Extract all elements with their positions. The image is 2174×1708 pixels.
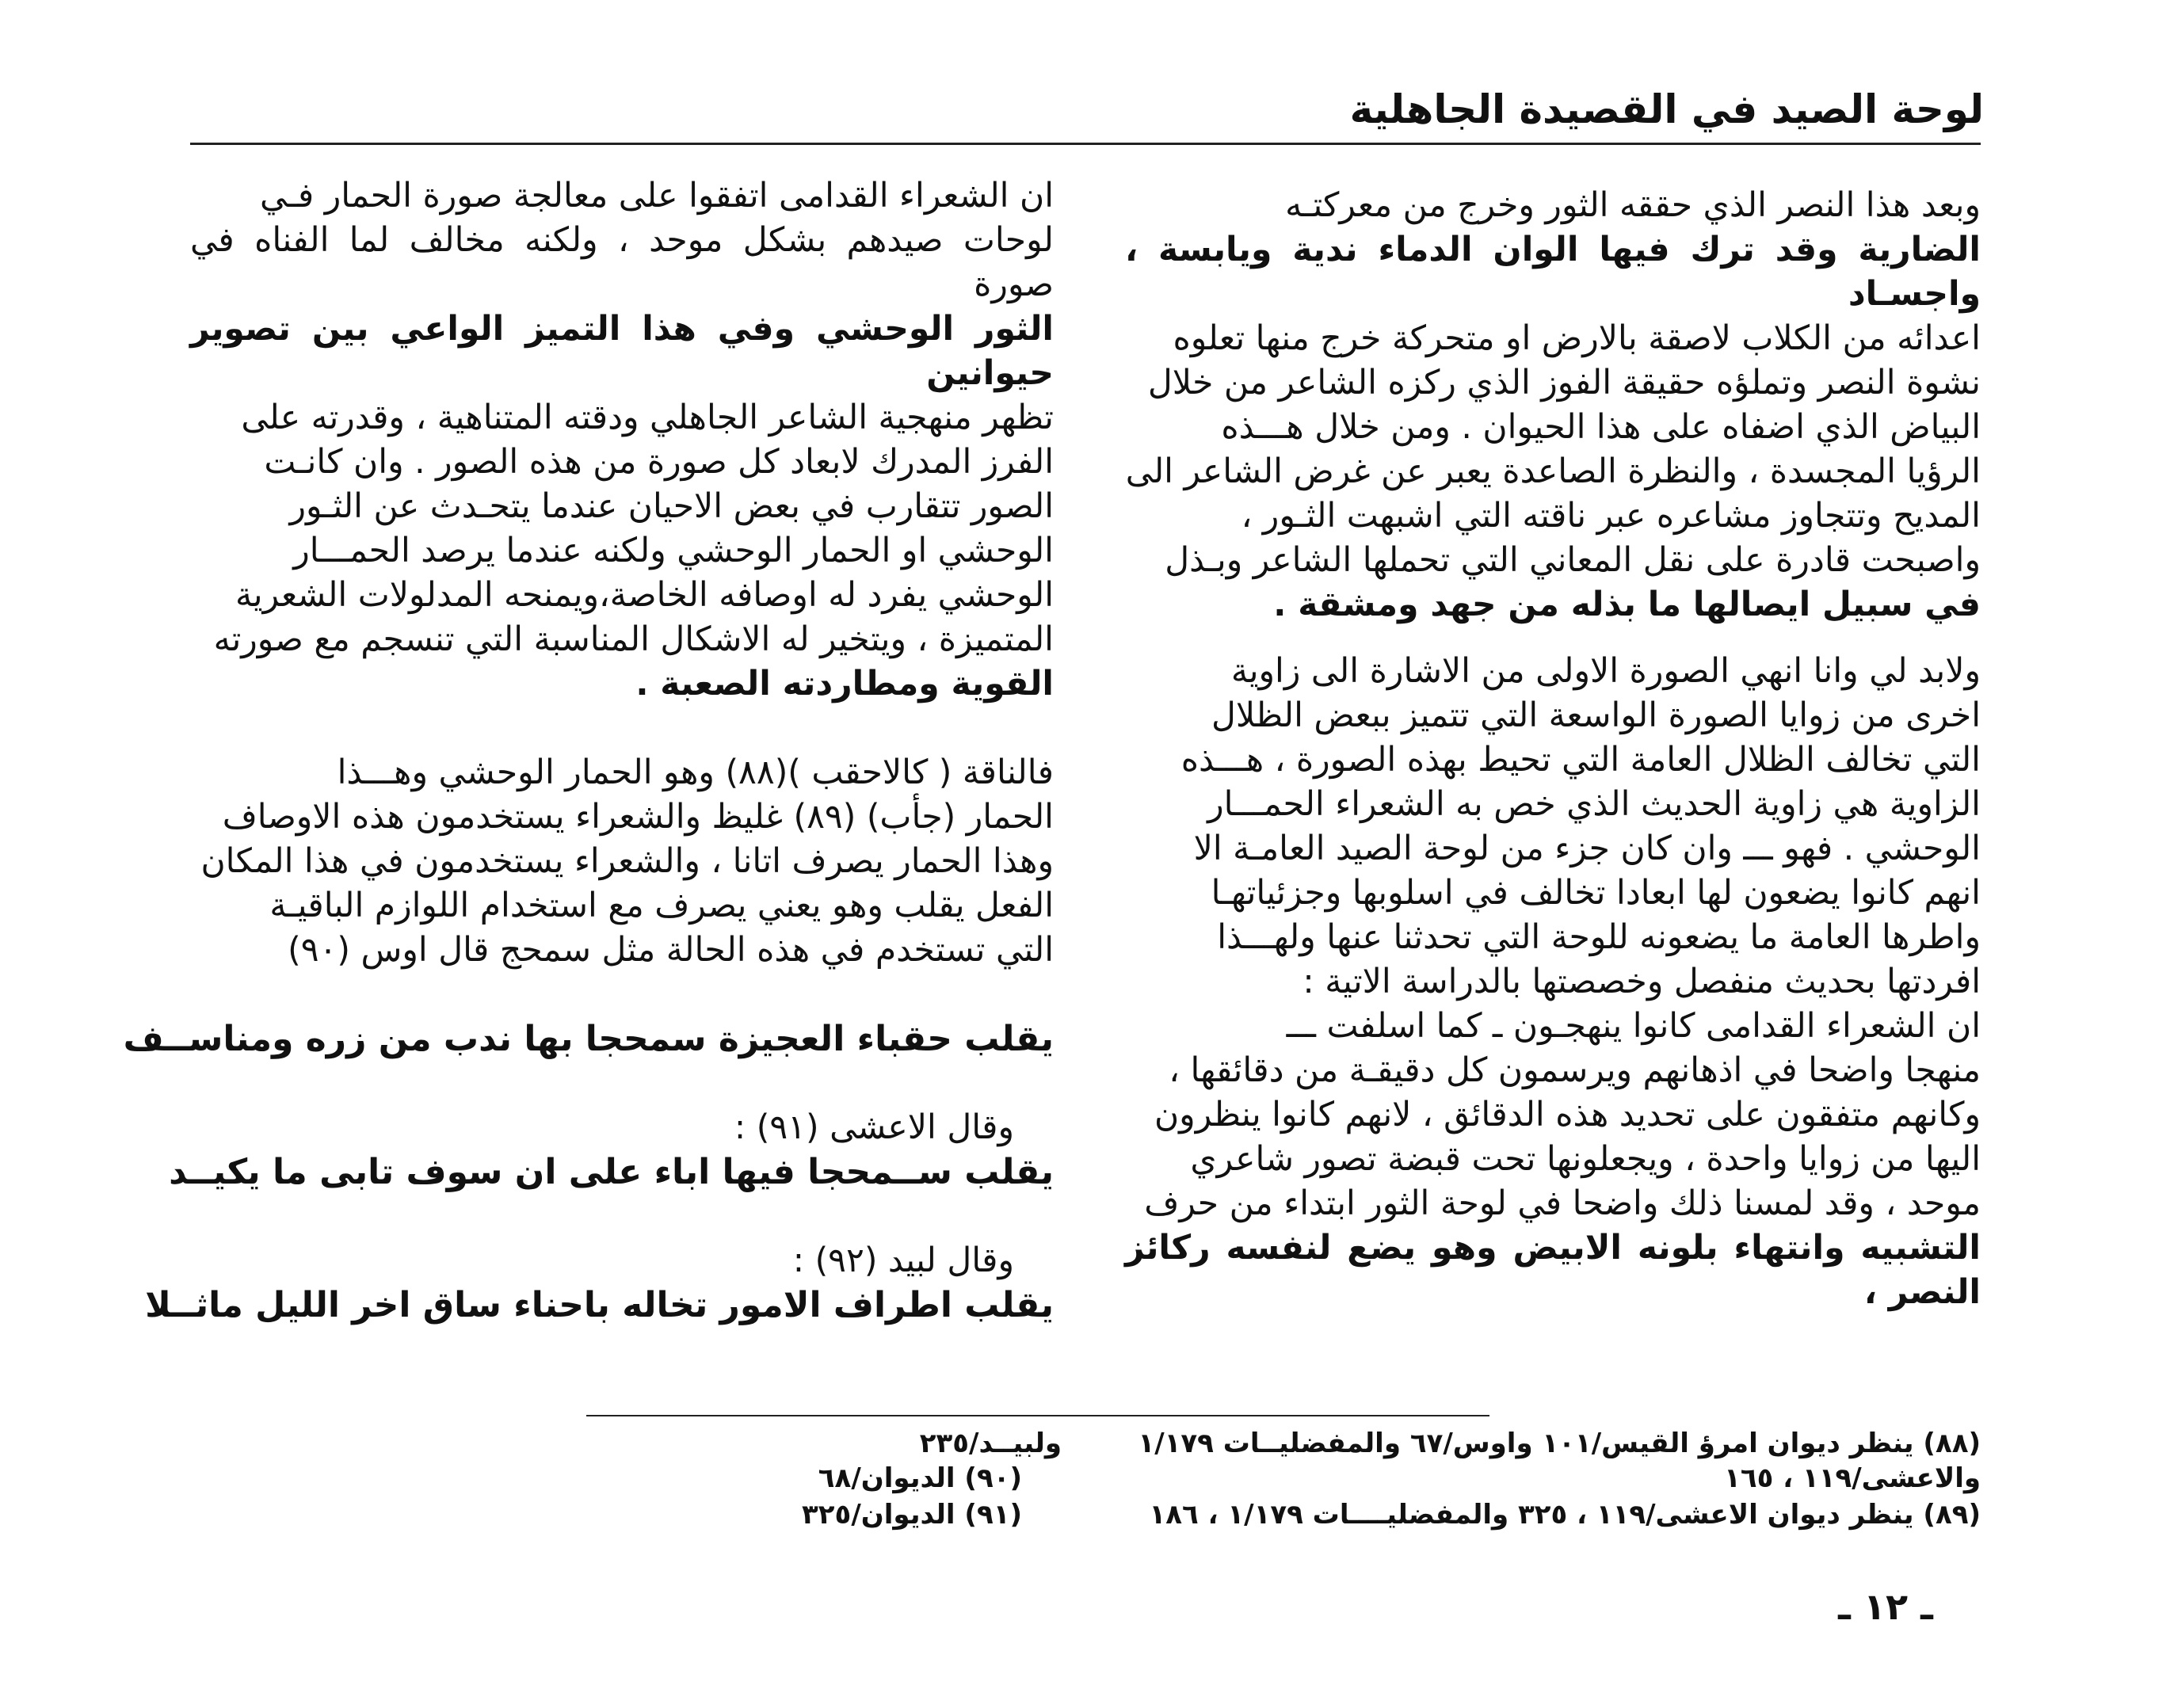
text-line: واصبحت قادرة على نقل المعاني التي تحملها الشاعر وبـذل xyxy=(1165,541,1981,580)
paragraph-donkey-treatment xyxy=(190,174,1054,707)
text-line: الحمار (جأب) (٨٩) غليظ والشعراء يستخدمون هذه الاوصاف xyxy=(222,798,1054,837)
text-line: نشوة النصر وتملؤه حقيقة الفوز الذي ركزه الشاعر من خلال xyxy=(1147,364,1981,402)
running-header-title: لوحة الصيد في القصيدة الجاهلية xyxy=(1349,86,1984,132)
text-line: التشبيه وانتهاء بلونه الابيض وهو يضع لنفسه ركائز النصر ، xyxy=(1125,1229,1981,1312)
text-line: ان الشعراء القدامى كانوا ينهجـون ـ كما اسلفت ـــ xyxy=(1286,1007,1981,1046)
text-line: المتميزة ، ويتخير له الاشكال المناسبة التي تنسجم مع صورته xyxy=(213,620,1054,659)
text-line: البياض الذي اضفاه على هذا الحيوان . ومن خلال هـــذه xyxy=(1221,408,1981,447)
text-line: اعدائه من الكلاب لاصقة بالارض او متحركة خرج منها تعلوه xyxy=(1173,319,1981,358)
paragraph-camel-comparison xyxy=(190,751,1054,973)
text-line: القوية ومطاردته الصعبة . xyxy=(635,665,1054,703)
poetry-verse-aws: يقلب حقباء العجيزة سمحجا بها ندب من زره ومناســف xyxy=(123,1019,1054,1059)
poetry-verse-aasha: يقلب ســمحجا فيها اباء على ان سوف تابى ما يكيــد xyxy=(169,1152,1054,1192)
text-line: انهم كانوا يضعون لها ابعادا تخالف في اسلوبها وجزئياتهـا xyxy=(1211,874,1981,913)
footnote-90: (٩٠) الديوان/٦٨ xyxy=(818,1462,1022,1494)
right-column xyxy=(1125,184,1981,1315)
footnote-91: (٩١) الديوان/٣٢٥ xyxy=(802,1499,1022,1531)
text-line: الصور تتقارب في بعض الاحيان عندما يتحـدث عن الثـور xyxy=(289,487,1054,526)
poetry-verse-labid: يقلب اطراف الامور تخاله باحناء ساق اخر الليل ماثــلا xyxy=(145,1285,1054,1325)
text-line: الوحشي يفرد له اوصافه الخاصة،ويمنحه المدلولات الشعرية xyxy=(235,576,1054,615)
text-line: الثور الوحشي وفي هذا التميز الواعي بين تصوير حيوانين xyxy=(190,310,1054,393)
footnote-88-continued: والاعشى/١١٩ ، ١٦٥ xyxy=(1724,1462,1981,1494)
text-line: منهجا واضحا في اذهانهم ويرسمون كل دقيقـة من دقائقها ، xyxy=(1169,1051,1981,1090)
text-line: واطرها العامة ما يضعونه للوحة التي تحدثنا عنها ولهـــذا xyxy=(1217,918,1981,957)
page-number: ـ ١٢ ـ xyxy=(1838,1585,1933,1628)
text-line: ولابد لي وانا انهي الصورة الاولى من الاشارة الى زاوية xyxy=(1230,652,1981,691)
text-line: التي تستخدم في هذه الحالة مثل سمحج قال اوس (٩٠) xyxy=(288,931,1054,970)
text-line: في سبيل ايصالها ما بذله من جهد ومشقة . xyxy=(1273,585,1981,624)
text-line: وكانهم متفقون على تحديد هذه الدقائق ، لانهم كانوا ينظرون xyxy=(1154,1096,1981,1134)
text-line: وبعد هذا النصر الذي حققه الثور وخرج من معركتـه xyxy=(1285,186,1981,225)
paragraph-bull-victory xyxy=(1125,184,1981,627)
text-line: الوحشي او الحمار الوحشي ولكنه عندما يرصد الحمـــار xyxy=(293,532,1054,570)
verse-introduction-aasha: وقال الاعشى (٩١) : xyxy=(734,1108,1014,1147)
footnote-88: (٨٨) ينظر ديوان امرؤ القيس/١٠١ واوس/٦٧ والمفضليــات ١/١٧٩ xyxy=(1138,1428,1981,1459)
left-column xyxy=(123,174,1054,1328)
text-line: وهذا الحمار يصرف اتانا ، والشعراء يستخدمون في هذا المكان xyxy=(200,842,1054,881)
text-line: فالناقة ( كالاحقب )(٨٨) وهو الحمار الوحشي وهـــذا xyxy=(337,753,1054,792)
text-line: الفرز المدرك لابعاد كل صورة من هذه الصور . وان كانـت xyxy=(264,443,1054,482)
text-line: موحد ، وقد لمسنا ذلك واضحا في لوحة الثور ابتداء من حرف xyxy=(1144,1184,1981,1223)
text-line: ان الشعراء القدامى اتفقوا على معالجة صورة الحمار فـي xyxy=(260,177,1054,215)
text-line: الفعل يقلب وهو يعني يصرف مع استخدام اللوازم الباقيـة xyxy=(269,886,1054,925)
footnote-89-continued: ولبيــد/٢٣٥ xyxy=(919,1428,1062,1459)
text-line: افردتها بحديث منفصل وخصصتها بالدراسة الاتية : xyxy=(1302,963,1981,1001)
text-line: اخرى من زوايا الصورة الواسعة التي تتميز ببعض الظلال xyxy=(1211,696,1981,735)
text-line: اليها من زوايا واحدة ، ويجعلونها تحت قبضة تصور شاعري xyxy=(1190,1140,1981,1179)
text-line: الضارية وقد ترك فيها الوان الدماء ندية ويابسة ، واجسـاد xyxy=(1125,231,1981,314)
header-rule xyxy=(190,143,1981,145)
footnote-rule xyxy=(586,1415,1489,1416)
text-line: المديح وتتجاوز مشاعره عبر ناقته التي اشبهت الثـور ، xyxy=(1241,497,1981,536)
text-line: لوحات صيدهم بشكل موحد ، ولكنه مخالف لما الفناه في صورة xyxy=(190,221,1054,304)
text-line: تظهر منهجية الشاعر الجاهلي ودقته المتناهية ، وقدرته على xyxy=(241,398,1054,437)
paragraph-poets-method xyxy=(1125,1005,1981,1315)
footnote-89: (٨٩) ينظر ديوان الاعشى/١١٩ ، ٣٢٥ والمفضليــــات ١/١٧٩ ، ١٨٦ xyxy=(1149,1499,1981,1531)
text-line: الزاوية هي زاوية الحديث الذي خص به الشعراء الحمـــار xyxy=(1207,785,1981,824)
text-line: الوحشي . فهو ـــ وان كان جزء من لوحة الصيد العامـة الا xyxy=(1193,829,1981,868)
text-line: التي تخالف الظلال العامة التي تحيط بهذه الصورة ، هـــذه xyxy=(1180,741,1981,780)
verse-introduction-labid: وقال لبيد (٩٢) : xyxy=(792,1241,1014,1280)
text-line: الرؤيا المجسدة ، والنظرة الصاعدة يعبر عن غرض الشاعر الى xyxy=(1125,452,1981,491)
paragraph-wild-donkey-intro xyxy=(1125,650,1981,1005)
